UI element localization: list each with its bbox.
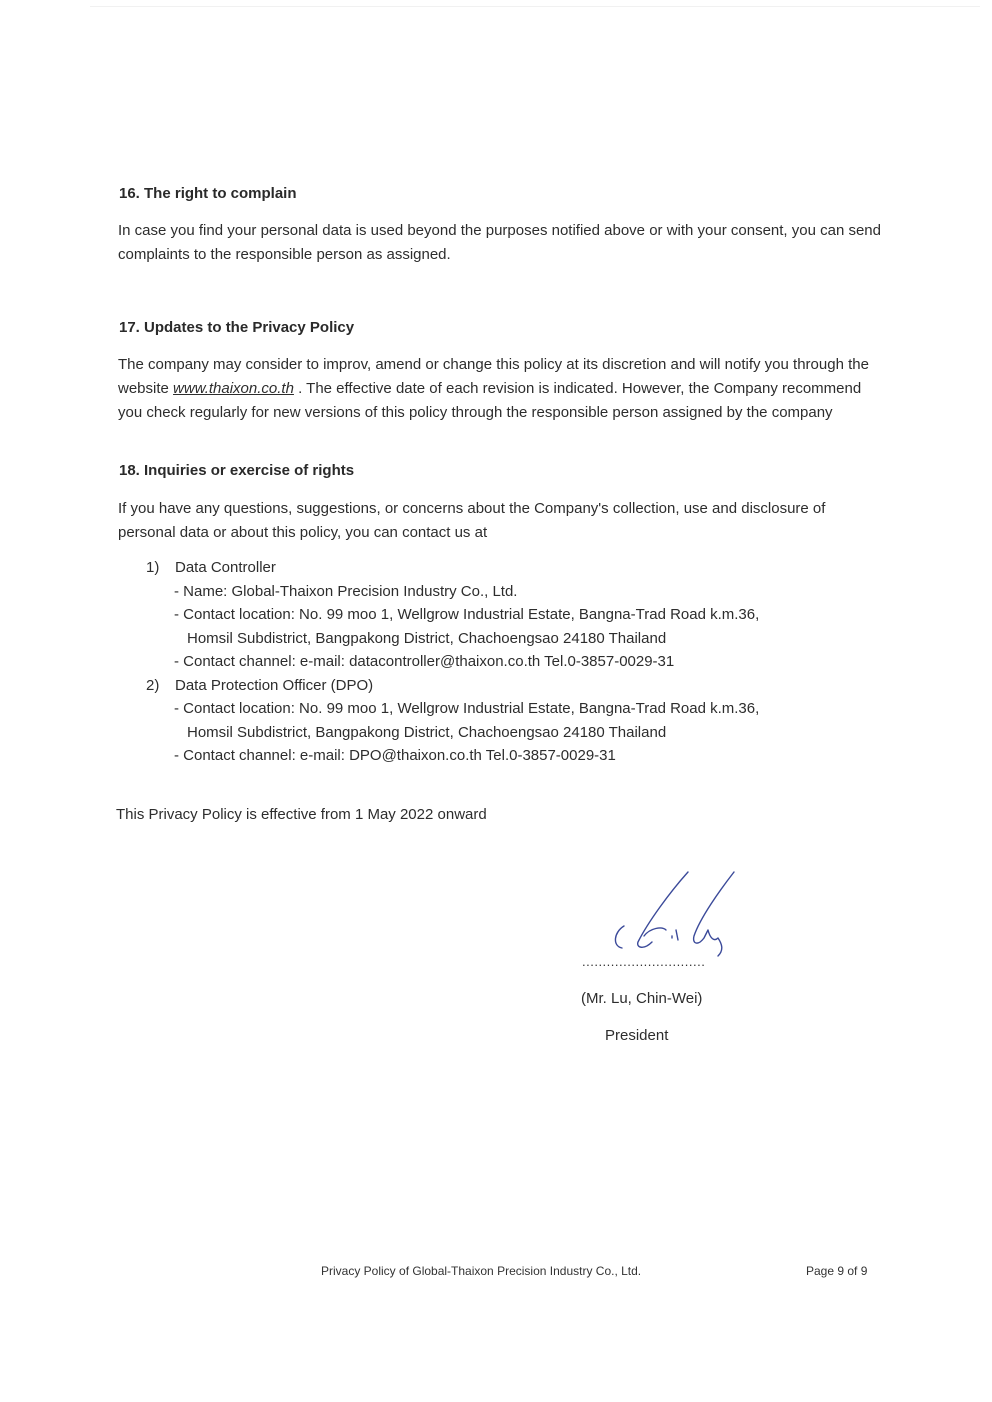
section-18-heading: 18. Inquiries or exercise of rights (119, 462, 355, 479)
list-number: 1) (146, 559, 160, 576)
footer-page-number: Page 9 of 9 (806, 1264, 868, 1278)
section-17-body (118, 353, 888, 425)
contact-line: Homsil Subdistrict, Bangpakong District, Chachoengsao 24180 Thailand (187, 723, 667, 741)
section-17-text-b: . The effective date of each revision is indicated. However, the Company recommend you check regularly for new versions of this policy through the responsible person assigned by the company (118, 380, 862, 421)
section-16-body: In case you find your personal data is used beyond the purposes notified above or with your consent, you can send complaints to the responsible person as assigned. (118, 222, 881, 263)
contact-list (146, 556, 759, 768)
contact-line: - Name: Global-Thaixon Precision Industry Co., Ltd. (174, 582, 518, 600)
contact-line: - Contact location: No. 99 moo 1, Wellgrow Industrial Estate, Bangna-Trad Road k.m.36, (174, 700, 760, 717)
effective-date-statement: This Privacy Policy is effective from 1 May 2022 onward (116, 806, 487, 823)
list-number: 2) (146, 676, 160, 694)
list-item (146, 674, 759, 698)
contact-title-dpo: Data Protection Officer (DPO) (175, 676, 374, 694)
contact-line: - Contact location: No. 99 moo 1, Wellgrow Industrial Estate, Bangna-Trad Road k.m.36, (174, 606, 760, 623)
section-18-body: If you have any questions, suggestions, or concerns about the Company's collection, use and disclosure of personal data or about this policy, you can contact us at (118, 500, 826, 541)
page-edge-line (90, 6, 980, 7)
footer-document-title: Privacy Policy of Global-Thaixon Precision Industry Co., Ltd. (321, 1264, 642, 1278)
signer-name: (Mr. Lu, Chin-Wei) (581, 990, 703, 1007)
list-item (146, 556, 759, 580)
contact-line: - Contact channel: e-mail: DPO@thaixon.co.th Tel.0-3857-0029-31 (174, 747, 616, 764)
website-link[interactable]: www.thaixon.co.th (173, 380, 294, 397)
section-17-heading: 17. Updates to the Privacy Policy (119, 319, 355, 336)
signature-line: .............................. (582, 954, 706, 969)
handwritten-signature (600, 868, 750, 958)
section-17-text-a: The company may consider to improv, amend or change this policy at its discretion and will notify you through the website (118, 356, 869, 397)
signer-title: President (605, 1027, 669, 1044)
contact-title-data-controller: Data Controller (175, 559, 276, 576)
contact-line: - Contact channel: e-mail: datacontroller@thaixon.co.th Tel.0-3857-0029-31 (174, 653, 675, 670)
section-16-heading: 16. The right to complain (119, 185, 297, 202)
contact-line: Homsil Subdistrict, Bangpakong District, Chachoengsao 24180 Thailand (187, 629, 667, 647)
